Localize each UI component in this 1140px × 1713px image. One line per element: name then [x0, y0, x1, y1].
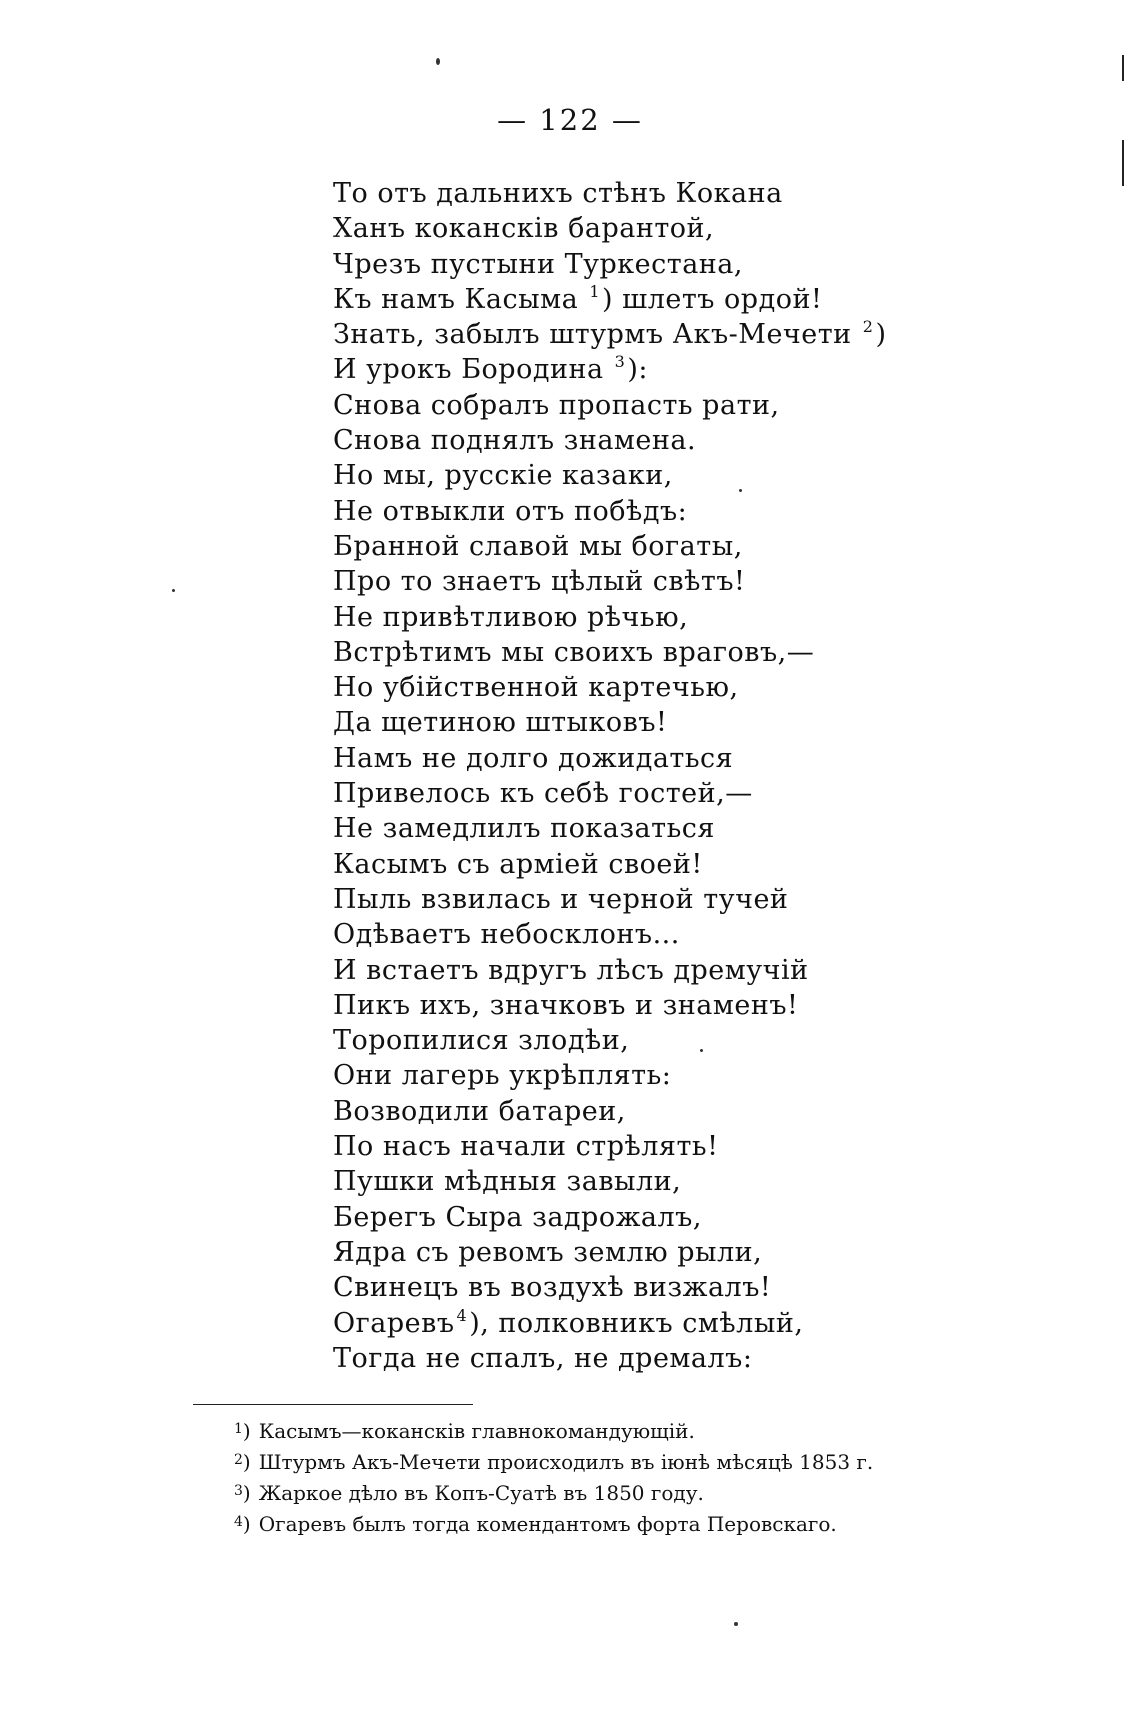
poem-line: И урокъ Бородина $^3$): — [333, 352, 648, 386]
poem-line: Не отвыкли отъ побѣдъ: — [333, 495, 688, 527]
poem-line: Чрезъ пустыни Туркестана, — [333, 248, 743, 280]
poem-line: Бранной славой мы богаты, — [333, 530, 743, 562]
footnote: $^3$) Жаркое дѣло въ Копъ-Суатѣ въ 1850 году. — [234, 1481, 704, 1505]
poem-line: Тогда не спалъ, не дремалъ: — [333, 1342, 753, 1374]
poem-line: Возводили батареи, — [333, 1095, 626, 1127]
footnote: $^1$) Касымъ—кокансків главнокомандующій. — [234, 1419, 695, 1443]
footnote-mark: 1 — [234, 1421, 243, 1437]
footnote-mark: 4 — [234, 1514, 243, 1530]
scan-speck — [734, 1622, 738, 1626]
poem-line: Огаревъ $^4$), полковникъ смѣлый, — [333, 1305, 804, 1339]
poem-line: Одѣваетъ небосклонъ... — [333, 919, 680, 951]
page-number: — 122 — — [497, 103, 643, 137]
poem-line: Касымъ съ арміей своей! — [333, 848, 703, 880]
poem-line: Пушки мѣдныя завыли, — [333, 1166, 682, 1198]
poem-line: Берегъ Сыра задрожалъ, — [333, 1201, 702, 1233]
poem-line: Да щетиною штыковъ! — [333, 707, 668, 739]
scan-speck — [436, 58, 440, 65]
poem-line: Ханъ кокансків барантой, — [333, 213, 715, 245]
footnote-ref: 4 — [456, 1305, 468, 1325]
poem-line: Намъ не долго дожидаться — [333, 742, 734, 774]
scan-speck — [739, 489, 742, 492]
footnote-mark: 2 — [234, 1452, 243, 1468]
poem — [333, 176, 1033, 1376]
poem-line: Но мы, русскіе казаки, — [333, 460, 673, 492]
scan-speck — [172, 589, 175, 592]
poem-line: Встрѣтимъ мы своихъ враговъ,— — [333, 636, 815, 668]
scan-edge-mark — [1122, 140, 1124, 186]
poem-line: Ядра съ ревомъ землю рыли, — [333, 1236, 763, 1268]
poem-line: Пыль взвилась и черной тучей — [333, 883, 789, 915]
footnotes — [234, 1414, 1094, 1538]
poem-line: Къ намъ Касыма $^1$) шлетъ ордой! — [333, 281, 823, 315]
poem-line: Знать, забылъ штурмъ Акъ-Мечети $^2$) — [333, 317, 887, 351]
poem-line: Снова собралъ пропасть рати, — [333, 389, 780, 421]
poem-line: Не замедлилъ показаться — [333, 813, 715, 845]
poem-line: Свинецъ въ воздухѣ визжалъ! — [333, 1272, 772, 1304]
poem-line: То отъ дальнихъ стѣнъ Кокана — [333, 178, 783, 209]
footnote: $^2$) Штурмъ Акъ-Мечети происходилъ въ іюнѣ мѣсяцѣ 1853 г. — [234, 1450, 874, 1474]
poem-line: По насъ начали стрѣлять! — [333, 1131, 719, 1163]
scan-speck — [700, 1049, 703, 1052]
footnote-mark: 3 — [234, 1483, 243, 1499]
footnote-ref: 2 — [862, 317, 874, 337]
poem-line: Снова поднялъ знамена. — [333, 425, 697, 457]
poem-line: Торопилися злодѣи, — [333, 1025, 630, 1057]
footnote-ref: 1 — [589, 281, 600, 301]
footnote: $^4$) Огаревъ былъ тогда комендантомъ форта Перовскаго. — [234, 1512, 837, 1536]
poem-line: И встаетъ вдругъ лѣсъ дремучій — [333, 954, 809, 986]
poem-line: Про то знаетъ цѣлый свѣтъ! — [333, 566, 746, 598]
footnote-ref: 3 — [614, 352, 626, 372]
poem-line: Но убійственной картечью, — [333, 672, 739, 704]
footnote-divider — [193, 1404, 473, 1405]
poem-line: Пикъ ихъ, значковъ и знаменъ! — [333, 989, 799, 1021]
poem-line: Привелось къ себѣ гостей,— — [333, 778, 753, 810]
poem-line: Они лагерь укрѣплять: — [333, 1060, 672, 1092]
poem-line: Не привѣтливою рѣчью, — [333, 601, 689, 633]
scan-edge-mark — [1122, 55, 1124, 81]
